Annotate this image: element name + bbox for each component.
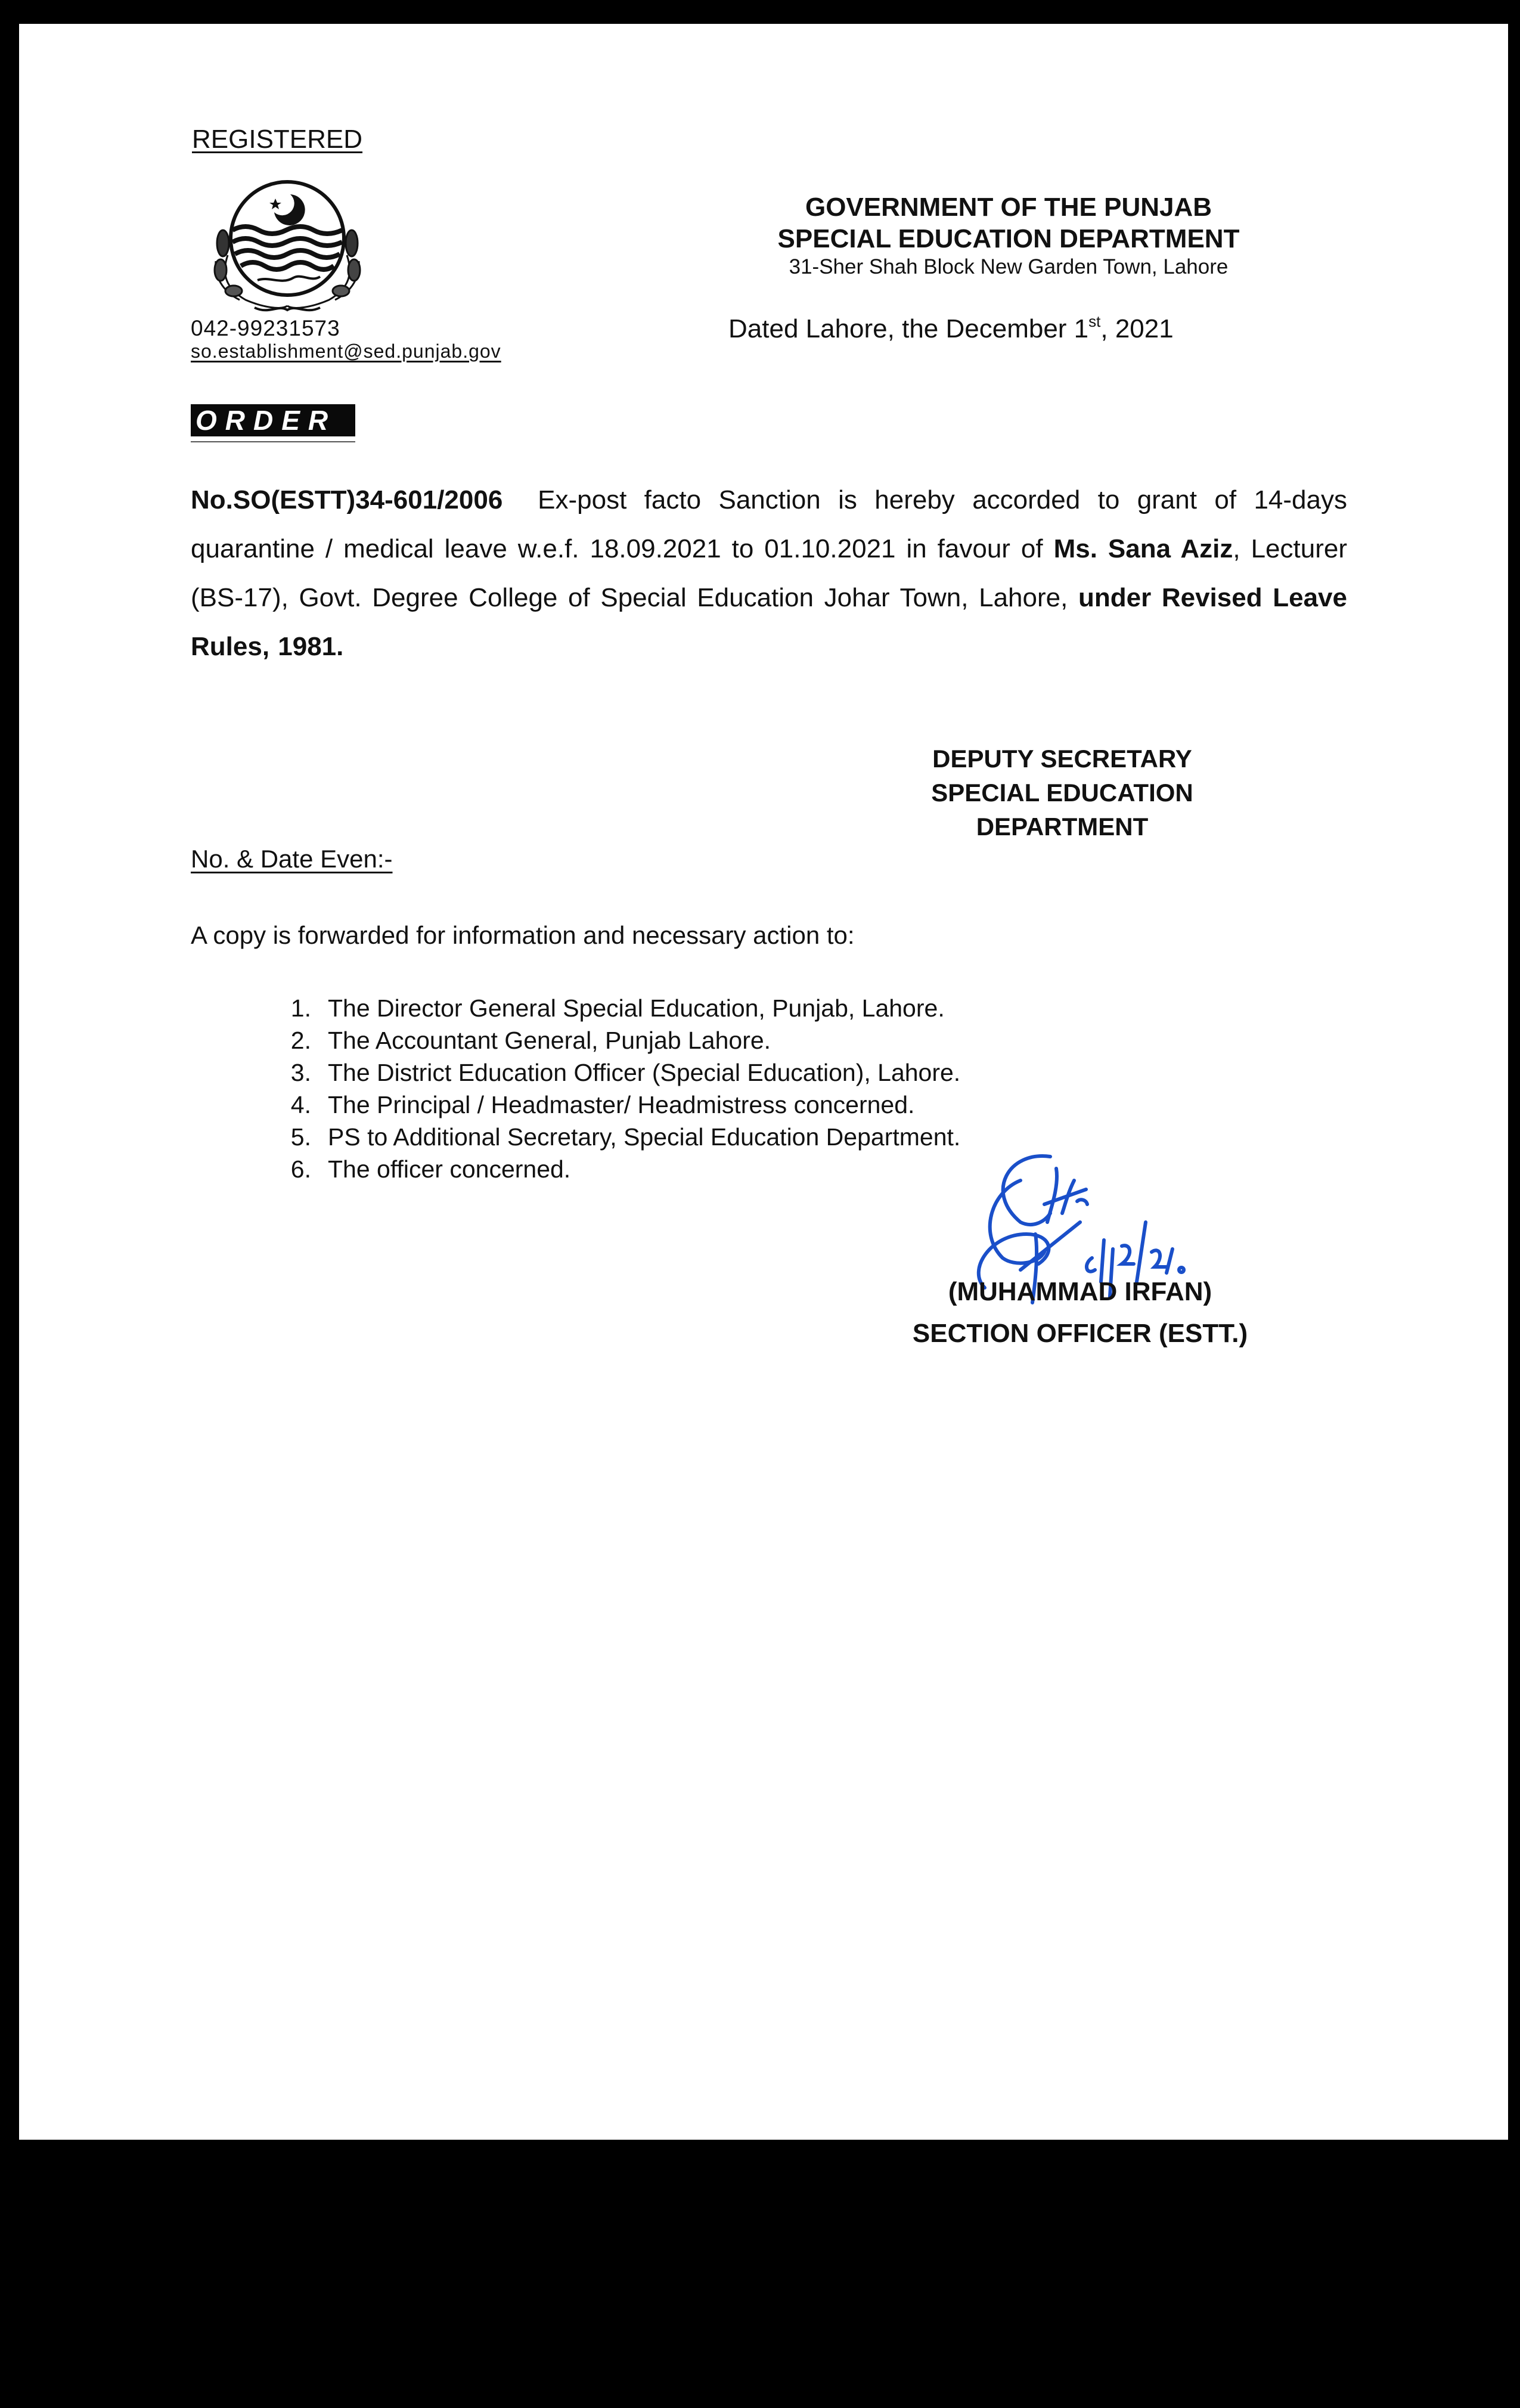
list-item [269,1121,960,1153]
list-text: The District Education Officer (Special Education), Lahore. [328,1059,961,1086]
deputy-line-1: DEPUTY SECRETARY [932,745,1192,773]
list-number: 5. [290,1123,311,1151]
dated-ordinal: st [1088,312,1101,330]
list-text: The Accountant General, Punjab Lahore. [328,1027,771,1054]
list-item [269,1153,960,1185]
ribbon-icon [255,308,320,310]
order-body [191,476,1347,671]
recipient-list [269,992,960,1185]
letterhead-header [722,191,1295,280]
order-text-1: Ex-post facto Sanction is hereby accorded to grant of 14-days quarantine / medical leave w.e.f. 18.09.2021 to 01.10.2021 in favour of [191,485,1347,563]
no-date-even-heading: No. & Date Even:- [191,845,393,873]
signatory-designation: SECTION OFFICER (ESTT.) [912,1319,1248,1348]
government-title: GOVERNMENT OF THE PUNJAB [805,193,1212,222]
list-number: 1. [290,994,311,1022]
punjab-emblem-logo [198,172,377,321]
list-number: 4. [290,1091,311,1118]
list-number: 6. [290,1155,311,1183]
list-item [269,1024,960,1056]
order-text-2: , Lecturer (BS-17), Govt. Degree College of Special Education Johar Town, Lahore, [191,534,1347,612]
copy-forwarded-line: A copy is forwarded for information and necessary action to: [191,921,855,949]
phone-number: 042-99231573 [191,316,340,340]
order-reference: No.SO(ESTT)34-601/2006 [191,485,503,515]
employee-name: Ms. Sana Aziz [1053,534,1233,563]
list-item [269,1089,960,1121]
list-text: PS to Additional Secretary, Special Education Department. [328,1123,961,1151]
list-number: 3. [290,1059,311,1086]
registered-label: REGISTERED [192,125,363,154]
leave-rules: under Revised Leave Rules, 1981. [191,583,1347,661]
list-text: The Principal / Headmaster/ Headmistress concerned. [328,1091,915,1118]
deputy-secretary-block [913,742,1211,844]
list-item [269,1056,960,1089]
email-link[interactable]: so.establishment@sed.punjab.gov [191,340,501,362]
order-underline [191,441,355,442]
list-number: 2. [290,1027,311,1054]
dated-prefix: Dated Lahore, the December 1 [728,314,1089,343]
dated-year: , 2021 [1100,314,1174,343]
list-text: The officer concerned. [328,1155,571,1183]
document-page [19,24,1508,2140]
list-item [269,992,960,1024]
signatory-block [901,1271,1259,1355]
signatory-name: (MUHAMMAD IRFAN) [948,1277,1212,1306]
dated-line [728,312,1174,343]
deputy-line-3: DEPARTMENT [976,813,1149,841]
order-heading: ORDER [191,404,355,436]
department-title: SPECIAL EDUCATION DEPARTMENT [777,224,1240,253]
deputy-line-2: SPECIAL EDUCATION [931,779,1193,807]
department-address: 31-Sher Shah Block New Garden Town, Lahore [789,255,1229,278]
list-text: The Director General Special Education, Punjab, Lahore. [328,994,945,1022]
